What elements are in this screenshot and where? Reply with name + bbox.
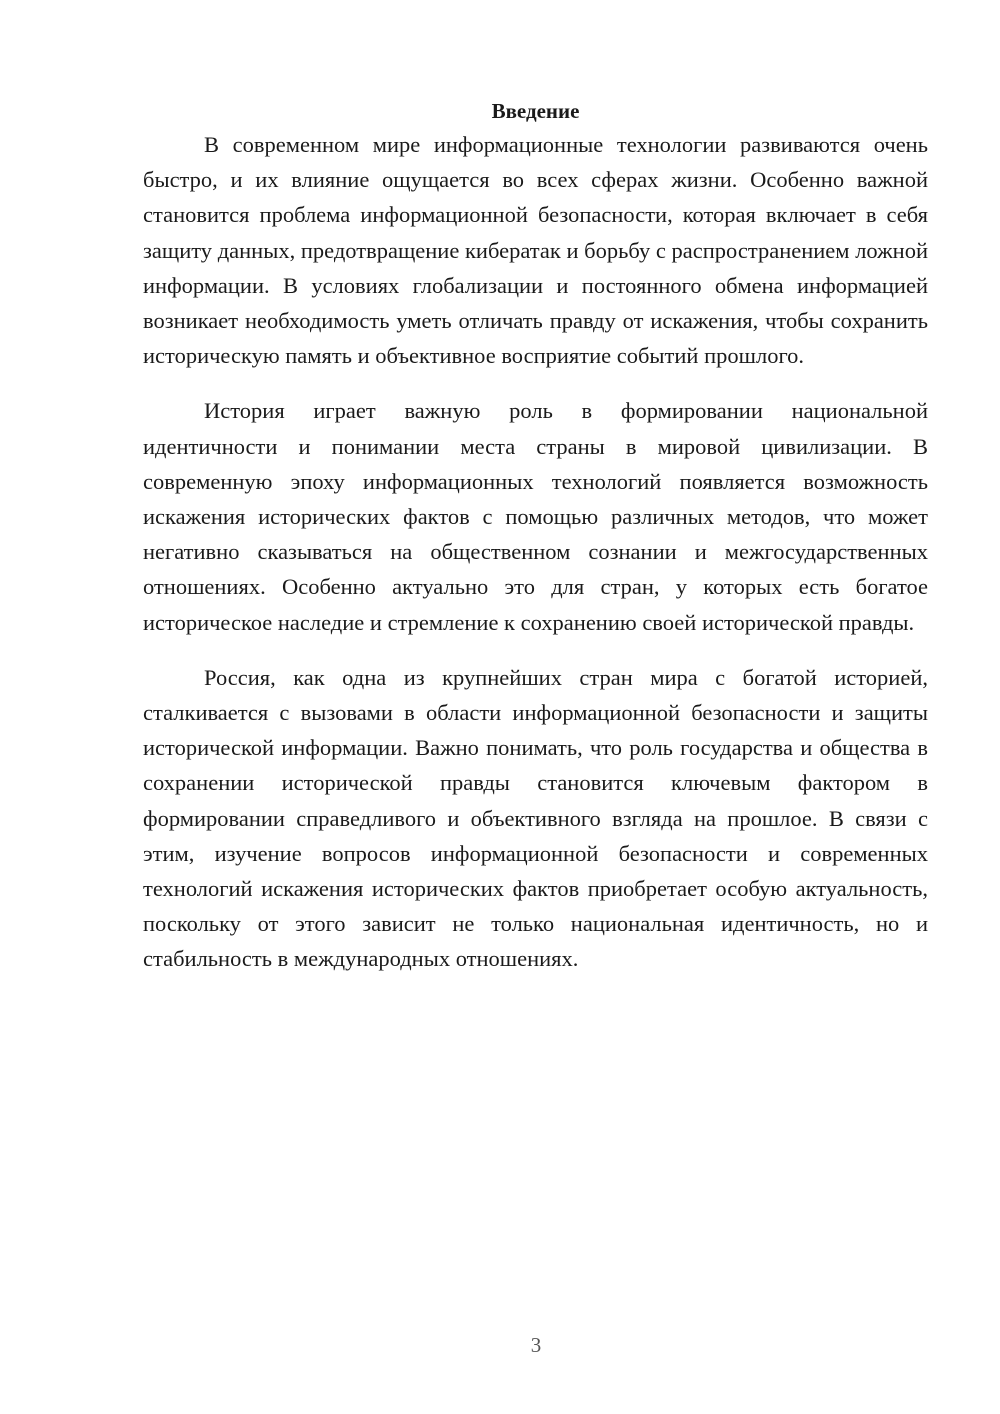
- section-heading: Введение: [491, 99, 580, 123]
- paragraph-3: Россия, как одна из крупнейших стран мира с богатой историей, сталкивается с вызовами в области информационной безопасности и защиты исторической информации. Важно понимать, что роль государства и общества в сохранении исторической правды становится ключевым фактором в формировании справедливого и объективного взгляда на прошлое. В связи с этим, изучение вопросов информационной безопасности и современных технологий искажения исторических фактов приобретает особую актуальность, поскольку от этого зависит не только национальная идентичность, но и стабильность в международных отношениях.: [143, 664, 928, 972]
- paragraph-2: История играет важную роль в формировании национальной идентичности и понимании места страны в мировой цивилизации. В современную эпоху информационных технологий появляется возможность искажения исторических фактов с помощью различных методов, что может негативно сказываться на общественном сознании и межгосударственных отношениях. Особенно актуально это для стран, у которых есть богатое историческое наследие и стремление к сохранению своей исторической правды.: [143, 398, 928, 635]
- page-number: 3: [530, 1333, 542, 1357]
- document-page: [143, 96, 928, 977]
- paragraph-1: В современном мире информационные технологии развиваются очень быстро, и их влияние ощущается во всех сферах жизни. Особенно важной становится проблема информационной безопасности, которая включает в себя защиту данных, предотвращение кибератак и борьбу с распространением ложной информации. В условиях глобализации и постоянного обмена информацией возникает необходимость уметь отличать правду от искажения, чтобы сохранить историческую память и объективное восприятие событий прошлого.: [143, 132, 928, 369]
